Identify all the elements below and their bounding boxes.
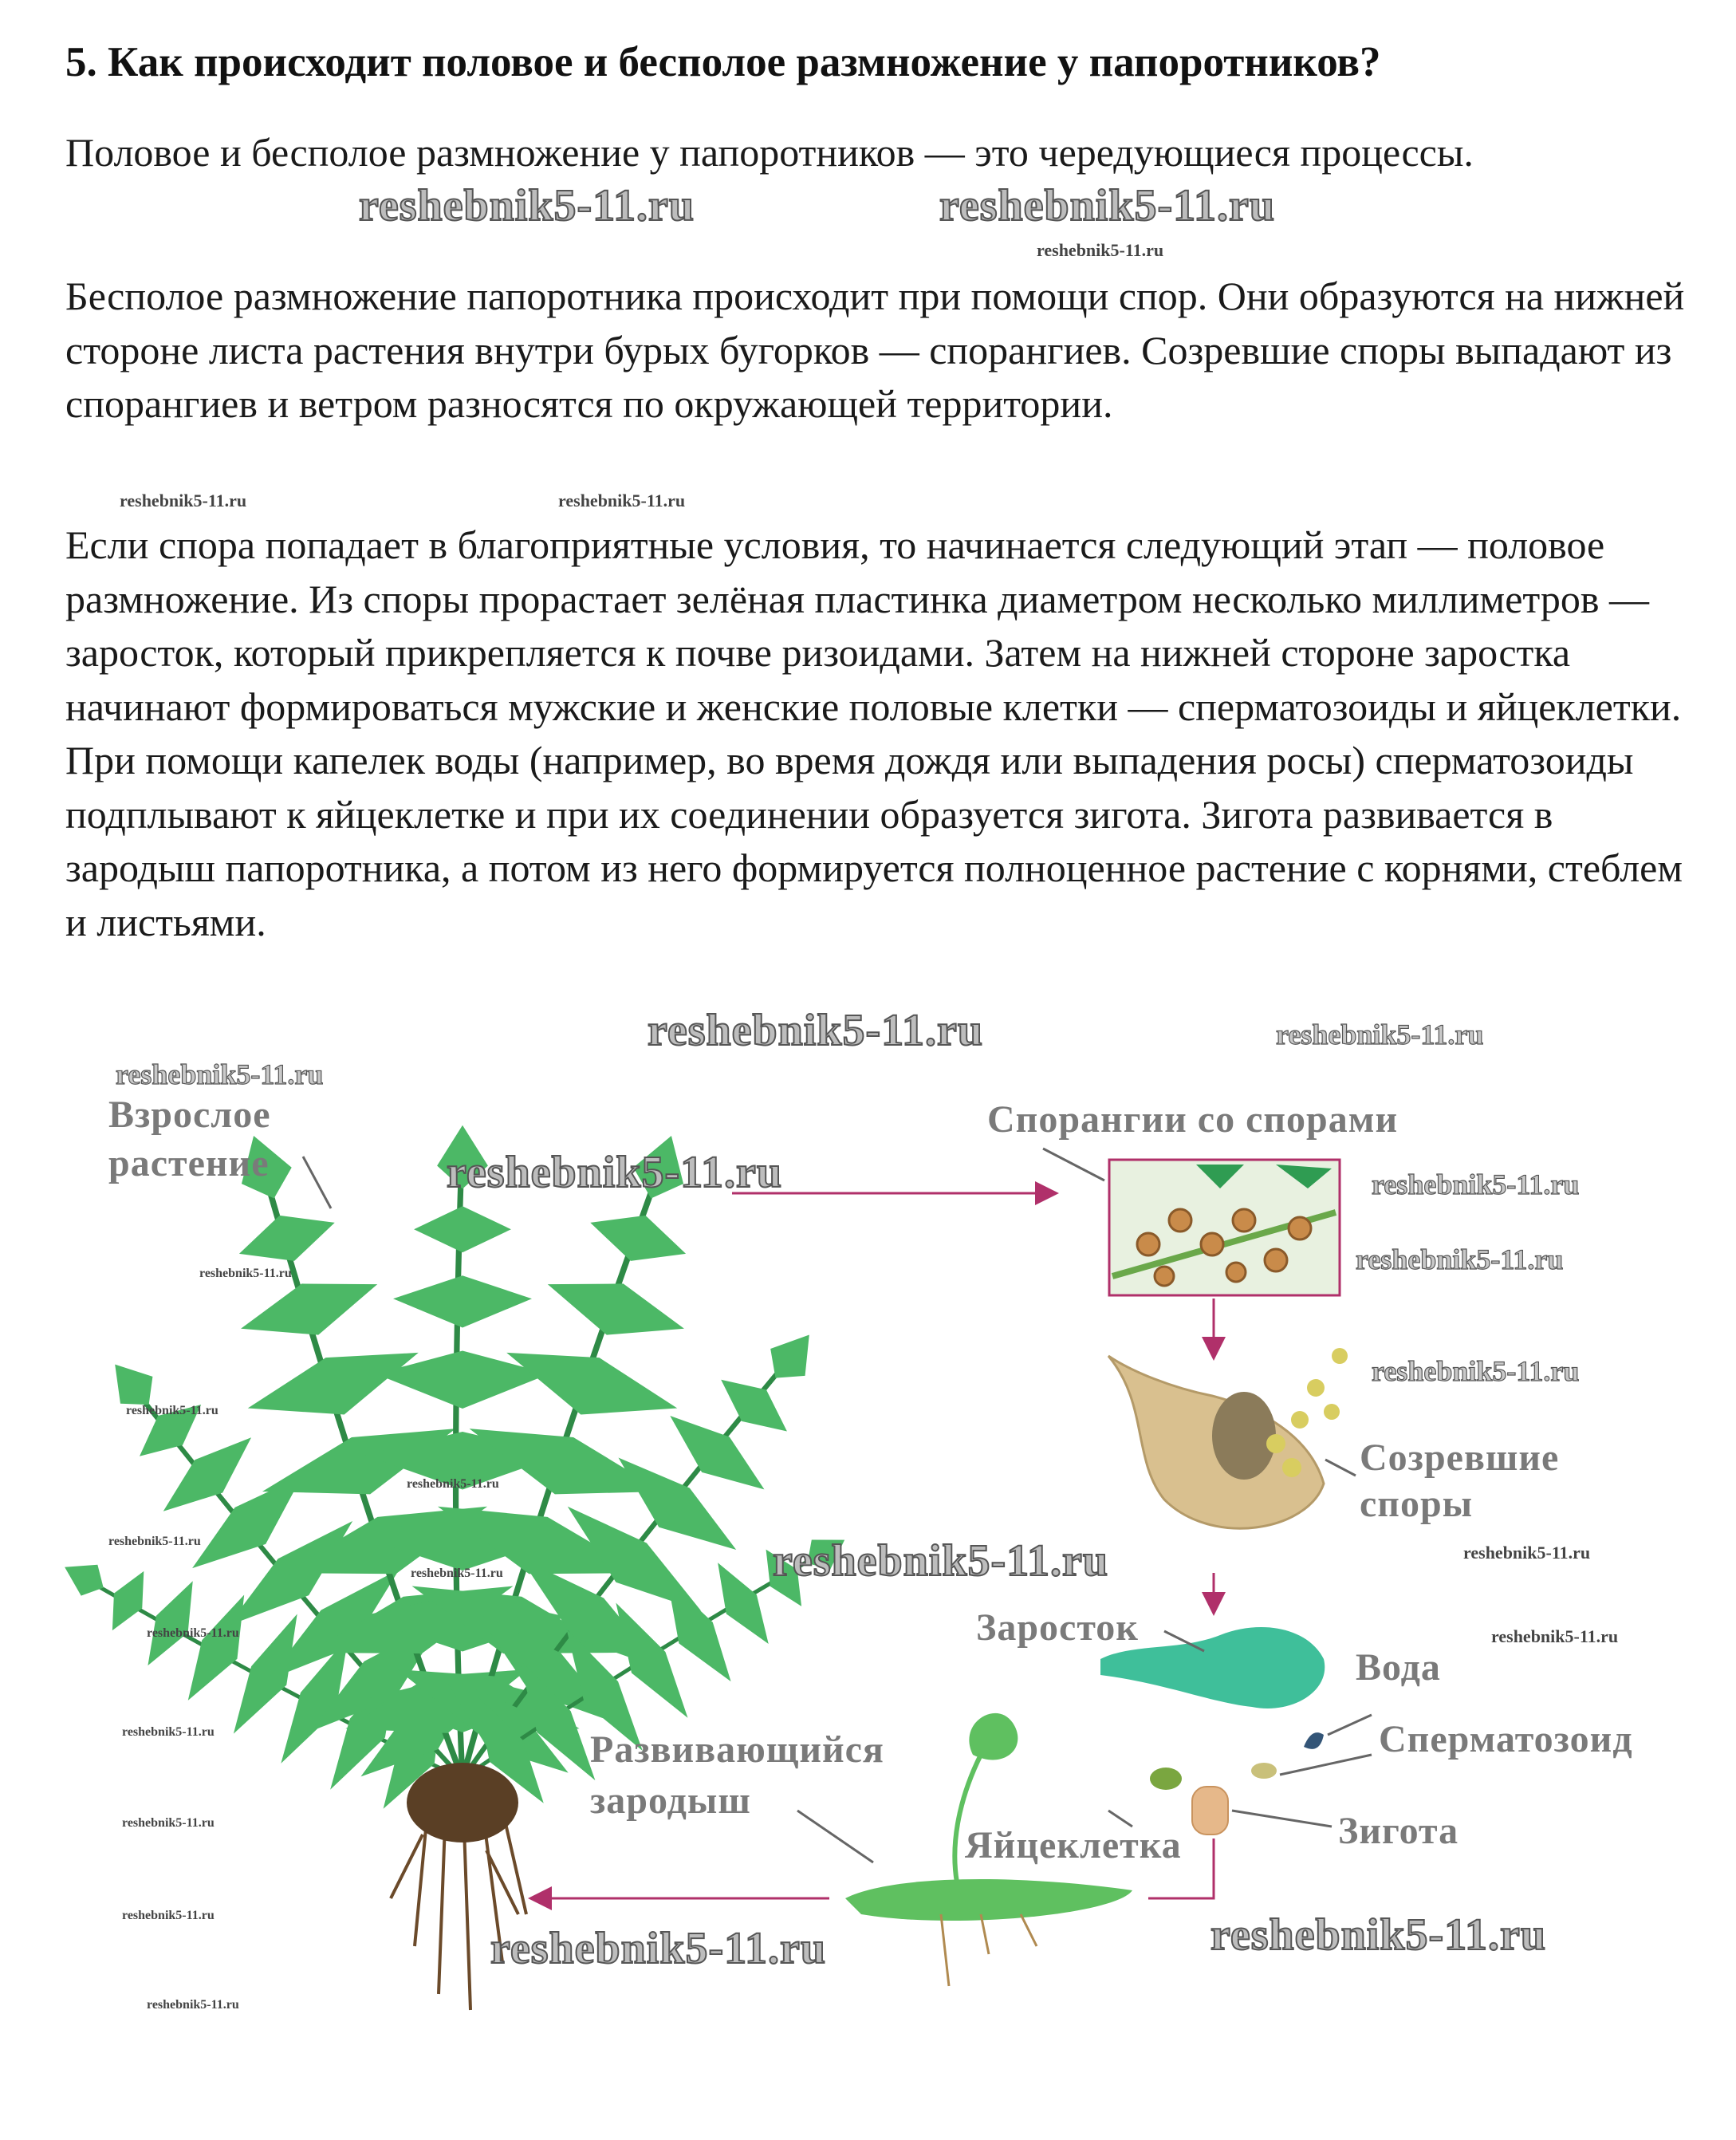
watermark: reshebnik5-11.ru xyxy=(122,1816,215,1830)
label-zygote: Зигота xyxy=(1338,1810,1459,1852)
paragraph-intro: Половое и бесполое размножение у папоротников — это чередующиеся процессы. xyxy=(65,130,1474,175)
sporangia-image xyxy=(1109,1160,1340,1295)
open-sporangium-illustration xyxy=(1108,1348,1348,1528)
label-sperm: Сперматозоид xyxy=(1379,1718,1633,1760)
watermark: reshebnik5-11.ru xyxy=(120,491,247,510)
egg-cell-illustration xyxy=(1150,1768,1182,1790)
watermark: reshebnik5-11.ru xyxy=(147,1998,239,2012)
paragraph-asexual: Бесполое размножение папоротника происходит при помощи спор. Они образуются на нижней стороне листа растения внутри бурых бугорков — спорангиев. Созревшие споры выпадают из спорангиев и ветром разносятся по окружающей территории. xyxy=(65,274,1685,426)
label-embryo-2: зародыш xyxy=(590,1779,751,1822)
label-mature-spores: Созревшие xyxy=(1360,1437,1560,1479)
watermark: reshebnik5-11.ru xyxy=(490,1924,827,1973)
watermark: reshebnik5-11.ru xyxy=(108,1535,201,1548)
watermark: reshebnik5-11.ru xyxy=(147,1626,239,1640)
watermark: reshebnik5-11.ru xyxy=(1037,240,1164,260)
label-egg: Яйцеклетка xyxy=(965,1824,1182,1866)
watermark: reshebnik5-11.ru xyxy=(1356,1243,1564,1275)
water-drop-icon xyxy=(1304,1732,1324,1749)
label-adult-plant-2: растение xyxy=(108,1142,270,1184)
label-prothallus: Заросток xyxy=(976,1606,1139,1649)
watermark: reshebnik5-11.ru xyxy=(1276,1019,1484,1050)
sperm-illustration xyxy=(1251,1763,1277,1779)
watermark: reshebnik5-11.ru xyxy=(199,1267,292,1280)
watermark: reshebnik5-11.ru xyxy=(126,1404,218,1417)
watermark: reshebnik5-11.ru xyxy=(1372,1355,1580,1387)
watermark: reshebnik5-11.ru xyxy=(407,1477,499,1491)
watermark: reshebnik5-11.ru xyxy=(411,1567,503,1580)
watermark: reshebnik5-11.ru xyxy=(1463,1543,1591,1563)
question-title: 5. Как происходит половое и бесполое размножение у папоротников? xyxy=(65,39,1381,85)
watermark: reshebnik5-11.ru xyxy=(648,1006,984,1055)
watermark: reshebnik5-11.ru xyxy=(939,181,1276,231)
label-water: Вода xyxy=(1356,1646,1441,1689)
watermark: reshebnik5-11.ru xyxy=(122,1909,215,1922)
zygote-illustration xyxy=(1192,1787,1228,1835)
watermark: reshebnik5-11.ru xyxy=(1372,1169,1580,1200)
watermark: reshebnik5-11.ru xyxy=(1210,1910,1547,1960)
watermark: reshebnik5-11.ru xyxy=(116,1058,324,1090)
watermark: reshebnik5-11.ru xyxy=(122,1725,215,1739)
watermark: reshebnik5-11.ru xyxy=(447,1148,783,1197)
label-adult-plant: Взрослое xyxy=(108,1094,271,1136)
adult-fern-illustration xyxy=(31,1102,883,2010)
paragraph-sexual: Если спора попадает в благоприятные условия, то начинается следующий этап — половое размножение. Из споры прорастает зелёная пластинка диаметром несколько миллиметров — заросток, который прикрепляется к почве ризоидами. Затем на нижней стороне заростка начинают формироваться мужские и женские половые клетки — сперматозоиды и яйцеклетки. При помощи капелек воды (например, во время дождя или выпадения росы) сперматозоиды подплывают к яйцеклетке и при их соединении образуется зигота. Зигота развивается в зародыш папоротника, а потом из него формируется полноценное растение с корнями, стеблем и листьями. xyxy=(65,522,1683,944)
watermark: reshebnik5-11.ru xyxy=(359,181,695,231)
label-sporangia: Спорангии со спорами xyxy=(987,1098,1399,1141)
watermark: reshebnik5-11.ru xyxy=(1491,1626,1619,1646)
watermark: reshebnik5-11.ru xyxy=(558,491,686,510)
watermark: reshebnik5-11.ru xyxy=(773,1536,1109,1586)
label-embryo: Развивающийся xyxy=(590,1728,884,1771)
label-mature-spores-2: споры xyxy=(1360,1483,1474,1525)
